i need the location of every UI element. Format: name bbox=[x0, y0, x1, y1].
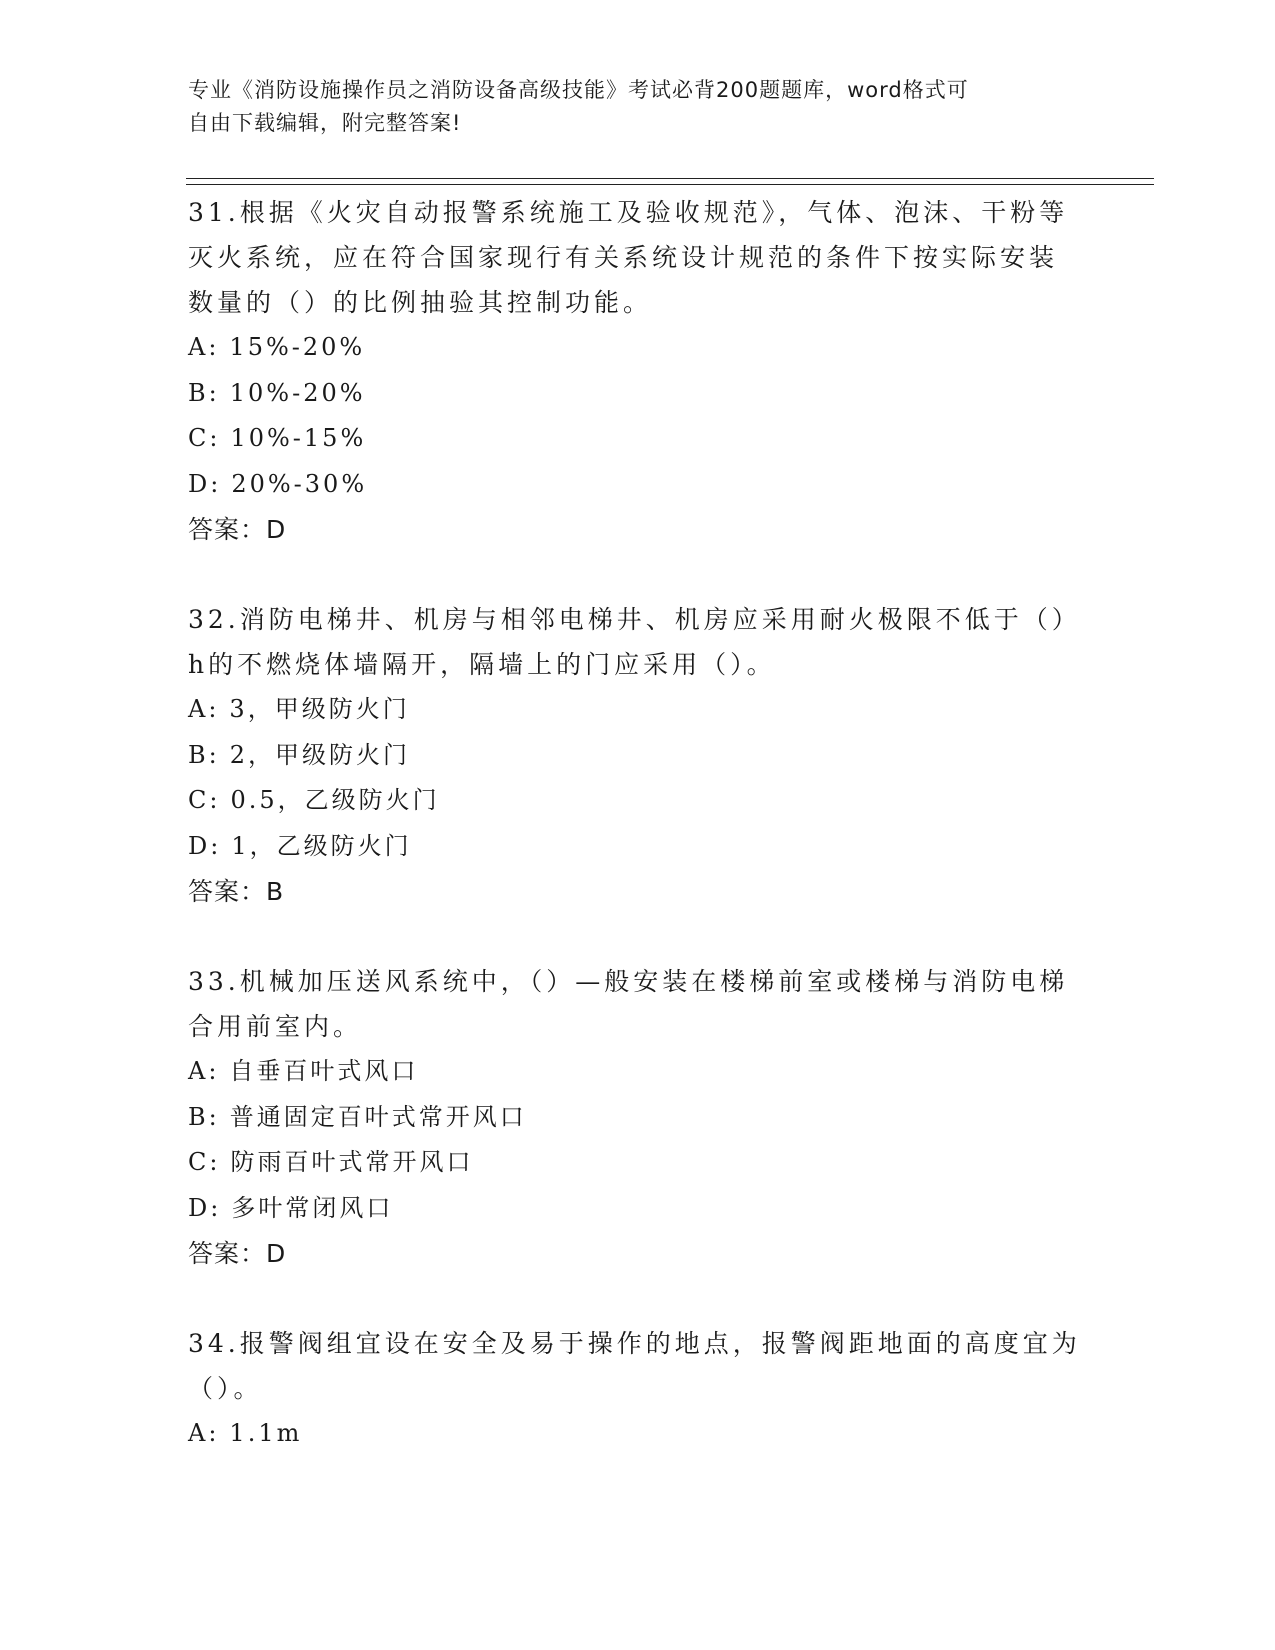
question-line: 33.机械加压送风系统中，（）—般安装在楼梯前室或楼梯与消防电梯 bbox=[188, 967, 1069, 996]
answer: 答案：D bbox=[188, 515, 287, 544]
header-line-1: 专业《消防设施操作员之消防设备高级技能》考试必背200题题库，word格式可 bbox=[188, 78, 969, 102]
question-32 bbox=[188, 597, 1088, 914]
option-c: C: 防雨百叶式常开风口 bbox=[188, 1148, 474, 1176]
option-c: C: 10%-15% bbox=[188, 424, 367, 452]
question-line: 灭火系统，应在符合国家现行有关系统设计规范的条件下按实际安装 bbox=[188, 243, 1059, 272]
question-31 bbox=[188, 190, 1088, 552]
question-33 bbox=[188, 959, 1088, 1276]
document-header bbox=[188, 74, 1088, 140]
question-34 bbox=[188, 1321, 1088, 1457]
option-a: A: 1.1m bbox=[188, 1419, 303, 1447]
option-d: D: 20%-30% bbox=[188, 469, 368, 498]
question-line: （）。 bbox=[188, 1374, 263, 1403]
answer: 答案：D bbox=[188, 1239, 287, 1268]
option-d: D: 多叶常闭风口 bbox=[188, 1193, 394, 1222]
header-divider-bottom bbox=[186, 184, 1154, 185]
question-line: 32.消防电梯井、机房与相邻电梯井、机房应采用耐火极限不低于（） bbox=[188, 605, 1081, 634]
question-line: 数量的（）的比例抽验其控制功能。 bbox=[188, 288, 653, 317]
header-line-2: 自由下载编辑，附完整答案! bbox=[188, 111, 462, 135]
option-b: B: 2，甲级防火门 bbox=[188, 740, 411, 769]
answer: 答案：B bbox=[188, 877, 285, 906]
option-c: C: 0.5，乙级防火门 bbox=[188, 786, 440, 814]
option-a: A: 3，甲级防火门 bbox=[188, 695, 410, 723]
option-a: A: 自垂百叶式风口 bbox=[188, 1057, 419, 1085]
question-line: 34.报警阀组宜设在安全及易于操作的地点，报警阀距地面的高度宜为 bbox=[188, 1329, 1081, 1358]
question-line: h的不燃烧体墙隔开，隔墙上的门应采用（）。 bbox=[188, 650, 776, 679]
question-list bbox=[188, 190, 1088, 1457]
option-b: B: 10%-20% bbox=[188, 378, 366, 407]
option-a: A: 15%-20% bbox=[188, 333, 366, 361]
question-line: 31.根据《火灾自动报警系统施工及验收规范》，气体、泡沫、干粉等 bbox=[188, 198, 1069, 227]
question-line: 合用前室内。 bbox=[188, 1012, 363, 1041]
option-b: B: 普通固定百叶式常开风口 bbox=[188, 1102, 527, 1131]
option-d: D: 1，乙级防火门 bbox=[188, 831, 412, 860]
header-divider-top bbox=[186, 178, 1154, 179]
